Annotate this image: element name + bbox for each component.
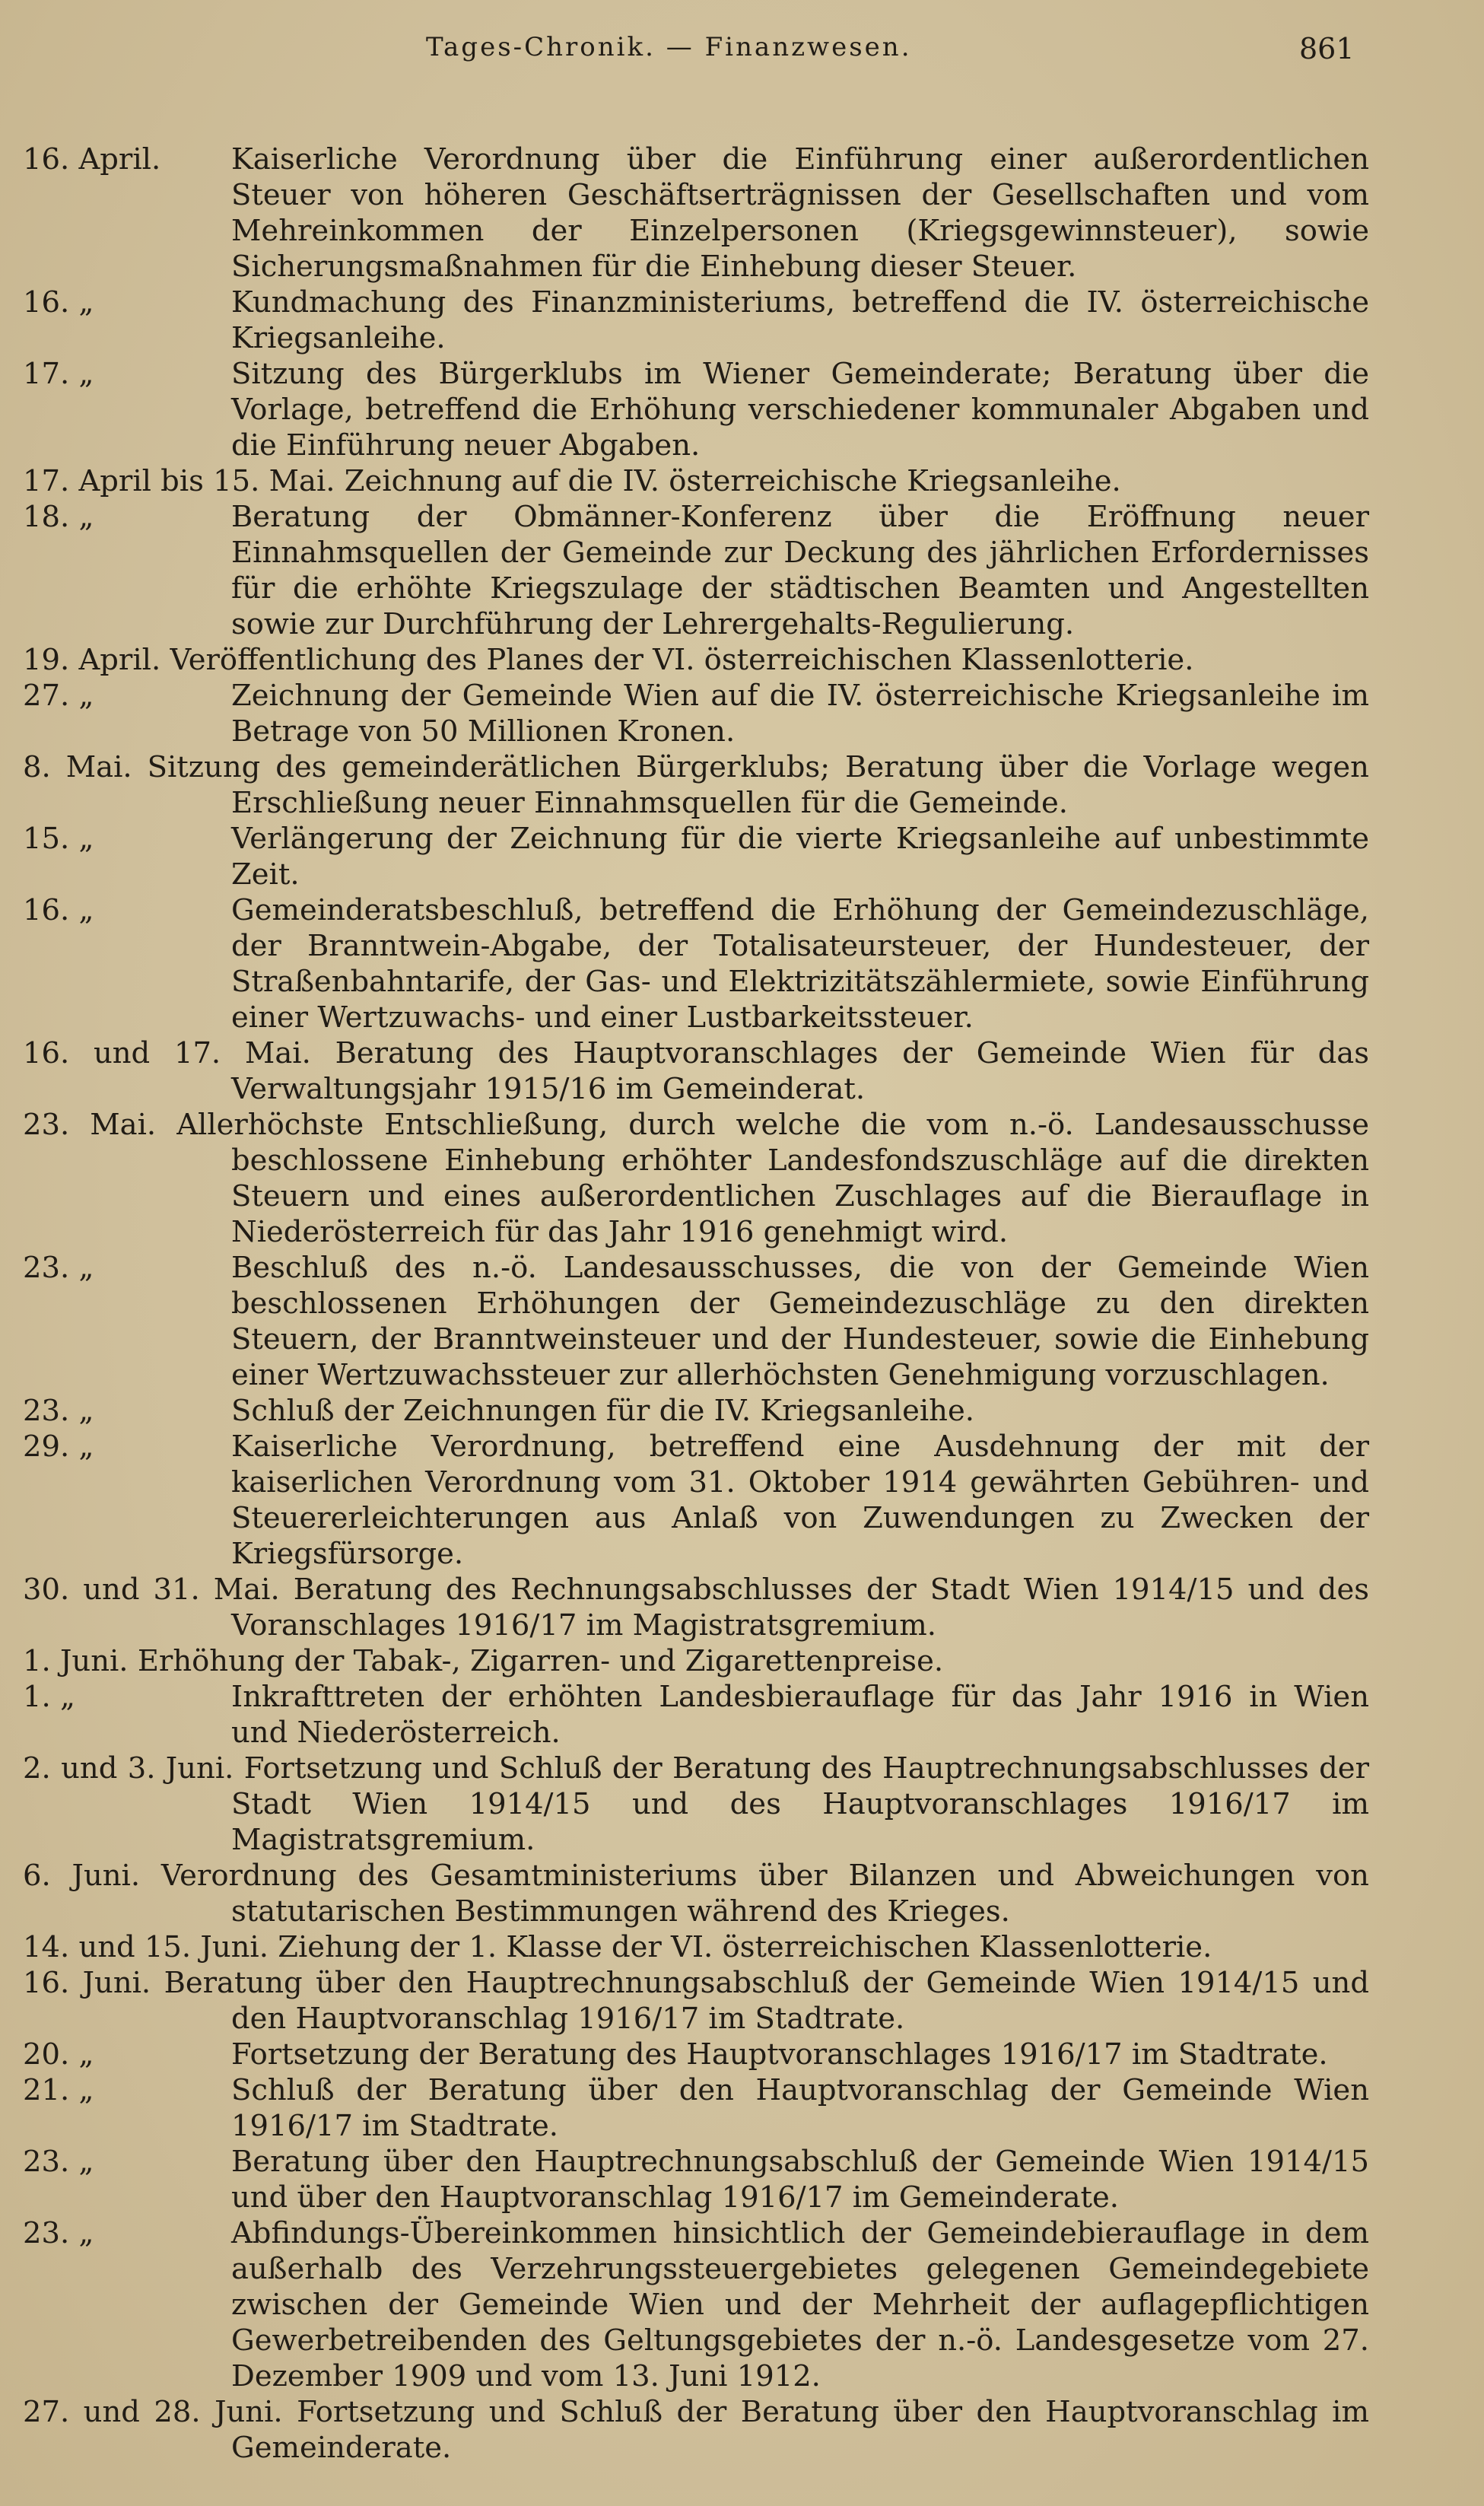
entry-date: 15. „ <box>23 822 94 856</box>
entry-text: Kundmachung des Finanzministeriums, betreffend die IV. österreichische Kriegsanleihe. <box>231 285 1369 355</box>
chronicle-entry <box>23 1858 1369 1929</box>
chronicle-entry <box>23 1107 1369 1250</box>
chronicle-entry <box>23 1929 1369 1965</box>
entry-text: Beratung der Obmänner-Konferenz über die Eröffnung neuer Einnahmsquellen der Gemeinde zur Deckung des jährlichen Erfordernisses für die erhöhte Kriegszulage der städtischen Beamten und Angestellten sowie zur Durchführung der Lehrergehalts-Regulierung. <box>231 500 1369 641</box>
entry-text: Fortsetzung der Beratung des Hauptvoranschlages 1916/17 im Stadtrate. <box>231 2037 1328 2072</box>
entry-text: Schluß der Beratung über den Hauptvoranschlag der Gemeinde Wien 1916/17 im Stadtrate. <box>231 2073 1369 2143</box>
chronicle-list <box>23 142 1369 2466</box>
entry-text: Verlängerung der Zeichnung für die vierte Kriegsanleihe auf unbestimmte Zeit. <box>231 822 1369 892</box>
entry-text: Beratung über den Hauptrechnungsabschluß der Gemeinde Wien 1914/15 und den Hauptvoranschlag 1916/17 im Stadtrate. <box>164 1966 1369 2036</box>
chronicle-entry <box>23 1643 1369 1679</box>
entry-date: 23. Mai. <box>23 1108 157 1142</box>
chronicle-entry <box>23 285 1369 356</box>
entry-date: 6. Juni. <box>23 1859 141 1893</box>
entry-text: Inkrafttreten der erhöhten Landesbierauflage für das Jahr 1916 in Wien und Niederösterreich. <box>231 1680 1369 1750</box>
entry-text: Fortsetzung und Schluß der Beratung des Hauptrechnungsabschlusses der Stadt Wien 1914/15 und des Hauptvoranschlages 1916/17 im Magistratsgremium. <box>231 1751 1369 1857</box>
chronicle-entry <box>23 2072 1369 2144</box>
chronicle-entry <box>23 1250 1369 1393</box>
entry-date: 23. „ <box>23 2216 94 2250</box>
chronicle-entry <box>23 642 1369 678</box>
chronicle-entry <box>23 356 1369 463</box>
entry-date: 18. „ <box>23 500 94 534</box>
entry-text: Zeichnung der Gemeinde Wien auf die IV. österreichische Kriegsanleihe im Betrage von 50 Millionen Kronen. <box>231 679 1369 749</box>
entry-date: 2. und 3. Juni. <box>23 1751 234 1786</box>
entry-date: 23. „ <box>23 1251 94 1285</box>
chronicle-entry <box>23 1572 1369 1643</box>
entry-text: Kaiserliche Verordnung, betreffend eine Ausdehnung der mit der kaiserlichen Verordnung vom 31. Oktober 1914 gewährten Gebühren- und Steuererleichterungen aus Anlaß von Zuwendungen zu Zwecken der Kriegsfürsorge. <box>231 1430 1369 1571</box>
entry-date: 14. und 15. Juni. <box>23 1930 269 1964</box>
entry-text: Allerhöchste Entschließung, durch welche die vom n.-ö. Landesausschusse beschlossene Einhebung erhöhter Landesfondszuschläge auf die direkten Steuern und eines außerordentlichen Zuschlages auf die Bierauflage in Niederösterreich für das Jahr 1916 genehmigt wird. <box>176 1108 1369 1249</box>
running-title: Tages-Chronik. — Finanzwesen. <box>426 32 912 62</box>
chronicle-entry <box>23 1751 1369 1858</box>
entry-text: Veröffentlichung des Planes der VI. österreichischen Klassenlotterie. <box>170 643 1194 677</box>
entry-date: 17. April bis 15. Mai. <box>23 464 335 498</box>
entry-text: Sitzung des Bürgerklubs im Wiener Gemeinderate; Beratung über die Vorlage, betreffend die Erhöhung verschiedener kommunaler Abgaben und die Einführung neuer Abgaben. <box>231 357 1369 463</box>
page-number: 861 <box>1299 32 1355 65</box>
entry-text: Beratung des Rechnungsabschlusses der Stadt Wien 1914/15 und des Voranschlages 1916/17 im Magistratsgremium. <box>231 1573 1369 1643</box>
entry-text: Abfindungs-Übereinkommen hinsichtlich der Gemeindebierauflage in dem außerhalb des Verzehrungssteuergebietes gelegenen Gemeindegebiete zwischen der Gemeinde Wien und der Mehrheit der auflagepflichtigen Gewerbetreibenden des Geltungsgebietes der n.-ö. Landesgesetze vom 27. Dezember 1909 und vom 13. Juni 1912. <box>231 2216 1369 2393</box>
entry-date: 29. „ <box>23 1430 94 1464</box>
entry-date: 16. „ <box>23 285 94 320</box>
entry-date: 23. „ <box>23 2145 94 2179</box>
entry-text: Beschluß des n.-ö. Landesausschusses, die von der Gemeinde Wien beschlossenen Erhöhungen der Gemeindezuschläge zu den direkten Steuern, der Branntweinsteuer und der Hundesteuer, sowie die Einhebung einer Wertzuwachssteuer zur allerhöchsten Genehmigung vorzuschlagen. <box>231 1251 1369 1392</box>
chronicle-entry <box>23 2144 1369 2215</box>
entry-date: 27. und 28. Juni. <box>23 2395 283 2429</box>
entry-text: Beratung des Hauptvoranschlages der Gemeinde Wien für das Verwaltungsjahr 1915/16 im Gemeinderat. <box>231 1036 1369 1106</box>
chronicle-entry <box>23 892 1369 1035</box>
entry-date: 30. und 31. Mai. <box>23 1573 280 1607</box>
entry-date: 16. April. <box>23 142 161 177</box>
entry-date: 21. „ <box>23 2073 94 2107</box>
entry-date: 16. „ <box>23 893 94 927</box>
chronicle-entry <box>23 1035 1369 1107</box>
entry-date: 23. „ <box>23 1394 94 1428</box>
chronicle-entry <box>23 2215 1369 2394</box>
chronicle-entry <box>23 1965 1369 2037</box>
chronicle-entry <box>23 499 1369 642</box>
chronicle-entry <box>23 678 1369 749</box>
chronicle-entry <box>23 821 1369 892</box>
chronicle-entry <box>23 1679 1369 1751</box>
entry-date: 16. Juni. <box>23 1966 151 2000</box>
entry-text: Sitzung des gemeinderätlichen Bürgerklubs; Beratung über die Vorlage wegen Erschließung neuer Einnahmsquellen für die Gemeinde. <box>147 750 1369 820</box>
entry-text: Beratung über den Hauptrechnungsabschluß der Gemeinde Wien 1914/15 und über den Hauptvoranschlag 1916/17 im Gemeinderate. <box>231 2145 1369 2215</box>
entry-date: 17. „ <box>23 357 94 391</box>
entry-date: 1. Juni. <box>23 1644 129 1678</box>
entry-date: 16. und 17. Mai. <box>23 1036 311 1070</box>
entry-text: Gemeinderatsbeschluß, betreffend die Erhöhung der Gemeindezuschläge, der Branntwein-Abgabe, der Totalisateursteuer, der Hundesteuer, der Straßenbahntarife, der Gas- und Elektrizitätszählermiete, sowie Einführung einer Wertzuwachs- und einer Lustbarkeitssteuer. <box>231 893 1369 1035</box>
entry-date: 20. „ <box>23 2037 94 2072</box>
chronicle-entry <box>23 1393 1369 1429</box>
chronicle-entry <box>23 2394 1369 2466</box>
entry-date: 19. April. <box>23 643 161 677</box>
entry-text: Fortsetzung und Schluß der Beratung über den Hauptvoranschlag im Gemeinderate. <box>231 2395 1369 2465</box>
entry-text: Kaiserliche Verordnung über die Einführung einer außerordentlichen Steuer von höheren Geschäftserträgnissen der Gesellschaften und vom Mehreinkommen der Einzelpersonen (Kriegsgewinnsteuer), sowie Sicherungsmaßnahmen für die Einhebung dieser Steuer. <box>231 142 1369 284</box>
chronicle-entry <box>23 142 1369 285</box>
chronicle-entry <box>23 1429 1369 1572</box>
chronicle-entry <box>23 2037 1369 2072</box>
entry-date: 8. Mai. <box>23 750 132 784</box>
entry-date: 27. „ <box>23 679 94 713</box>
entry-date: 1. „ <box>23 1680 75 1714</box>
entry-text: Verordnung des Gesamtministeriums über Bilanzen und Abweichungen von statutarischen Bestimmungen während des Krieges. <box>160 1859 1369 1929</box>
page-header <box>0 32 1484 78</box>
entry-text: Erhöhung der Tabak-, Zigarren- und Zigarettenpreise. <box>137 1644 944 1678</box>
chronicle-entry <box>23 749 1369 821</box>
chronicle-entry <box>23 463 1369 499</box>
entry-text: Ziehung der 1. Klasse der VI. österreichischen Klassenlotterie. <box>278 1930 1212 1964</box>
entry-text: Zeichnung auf die IV. österreichische Kriegsanleihe. <box>344 464 1121 498</box>
entry-text: Schluß der Zeichnungen für die IV. Kriegsanleihe. <box>231 1394 974 1428</box>
